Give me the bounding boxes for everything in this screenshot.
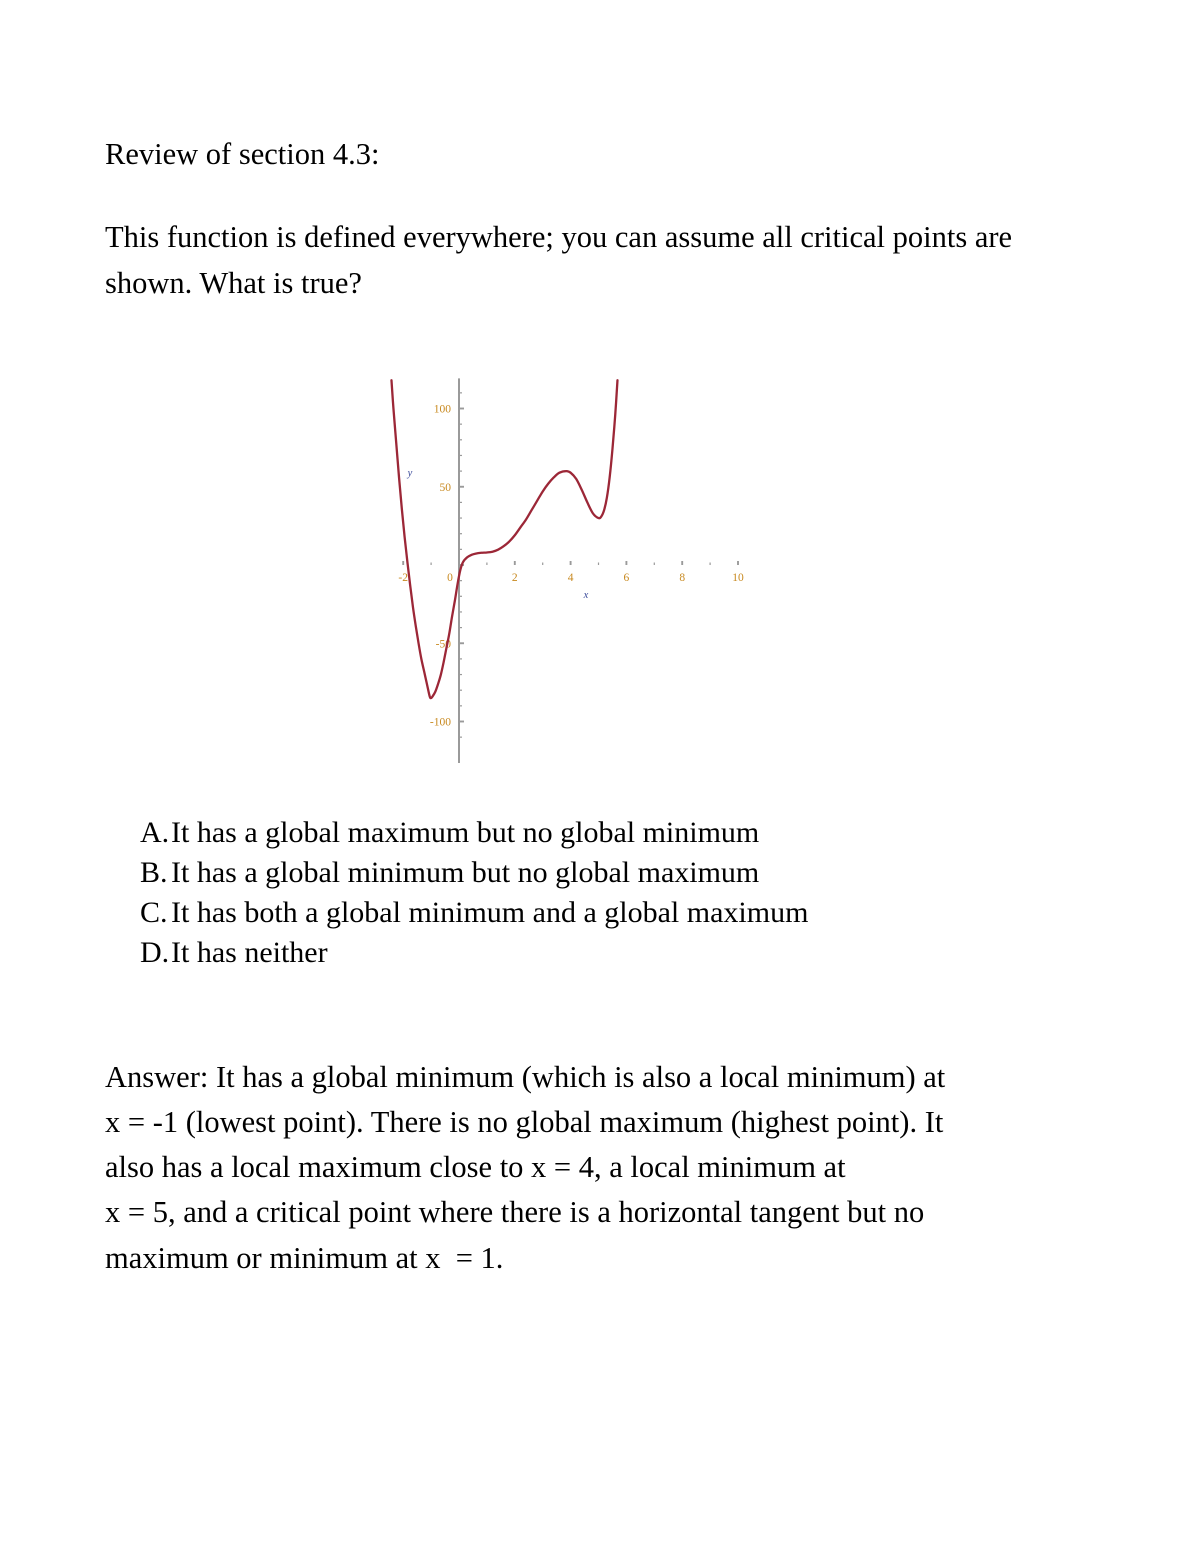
origin-tick-label: 0 [447,572,453,584]
page-title: Review of section 4.3: [105,137,380,171]
answer-paragraph [105,1055,1080,1281]
x-axis-label: x [583,590,589,601]
choice-a-text: It has a global maximum but no global minimum [171,816,760,849]
answer-line-1: Answer: It has a global minimum (which is also a local minimum) at [105,1060,946,1094]
y-axis-tick-label: 50 [439,481,451,494]
choice-d[interactable] [140,933,1040,973]
answer-line-5: maximum or minimum at x = 1. [105,1240,504,1275]
x-axis-tick-label: 6 [623,572,630,584]
y-axis-tick-label: 100 [433,403,451,416]
choice-c-letter: C. [140,895,168,929]
plot-canvas [370,355,770,765]
answer-line-4: x = 5, and a critical point where there is a horizontal tangent but no [105,1195,925,1230]
document-text-body [105,132,1065,306]
x-axis-tick-label: -2 [398,572,408,584]
choice-d-text: It has neither [171,935,328,969]
function-curve [391,380,617,698]
choice-b-letter: B. [140,855,168,889]
answer-line-2: x = -1 (lowest point). There is no global maximum (highest point). It [105,1105,944,1140]
y-axis-tick-label: -100 [429,716,451,729]
choice-c[interactable] [140,893,1040,933]
answer-line-3: also has a local maximum close to x = 4, a local minimum at [105,1150,846,1185]
choice-b-text: It has a global minimum but no global maximum [171,855,760,889]
question-prompt: This function is defined everywhere; you can assume all critical points are shown. What is true? [105,219,1013,300]
choice-d-letter: D. [140,935,170,969]
x-axis-tick-label: 4 [567,572,574,584]
choice-a-letter: A. [140,816,170,849]
choice-c-text: It has both a global minimum and a global maximum [171,895,809,929]
function-graph-figure [0,355,1200,765]
x-axis-tick-label: 8 [679,572,686,584]
choice-b[interactable] [140,853,1040,893]
y-axis-tick-label: -50 [435,638,451,651]
choice-a[interactable] [140,813,1040,853]
x-axis-tick-label: 10 [732,572,744,584]
y-axis-label: y [407,467,413,479]
function-plot-svg [370,355,770,765]
answer-choice-list [140,813,1040,973]
x-axis-tick-label: 2 [511,572,518,584]
